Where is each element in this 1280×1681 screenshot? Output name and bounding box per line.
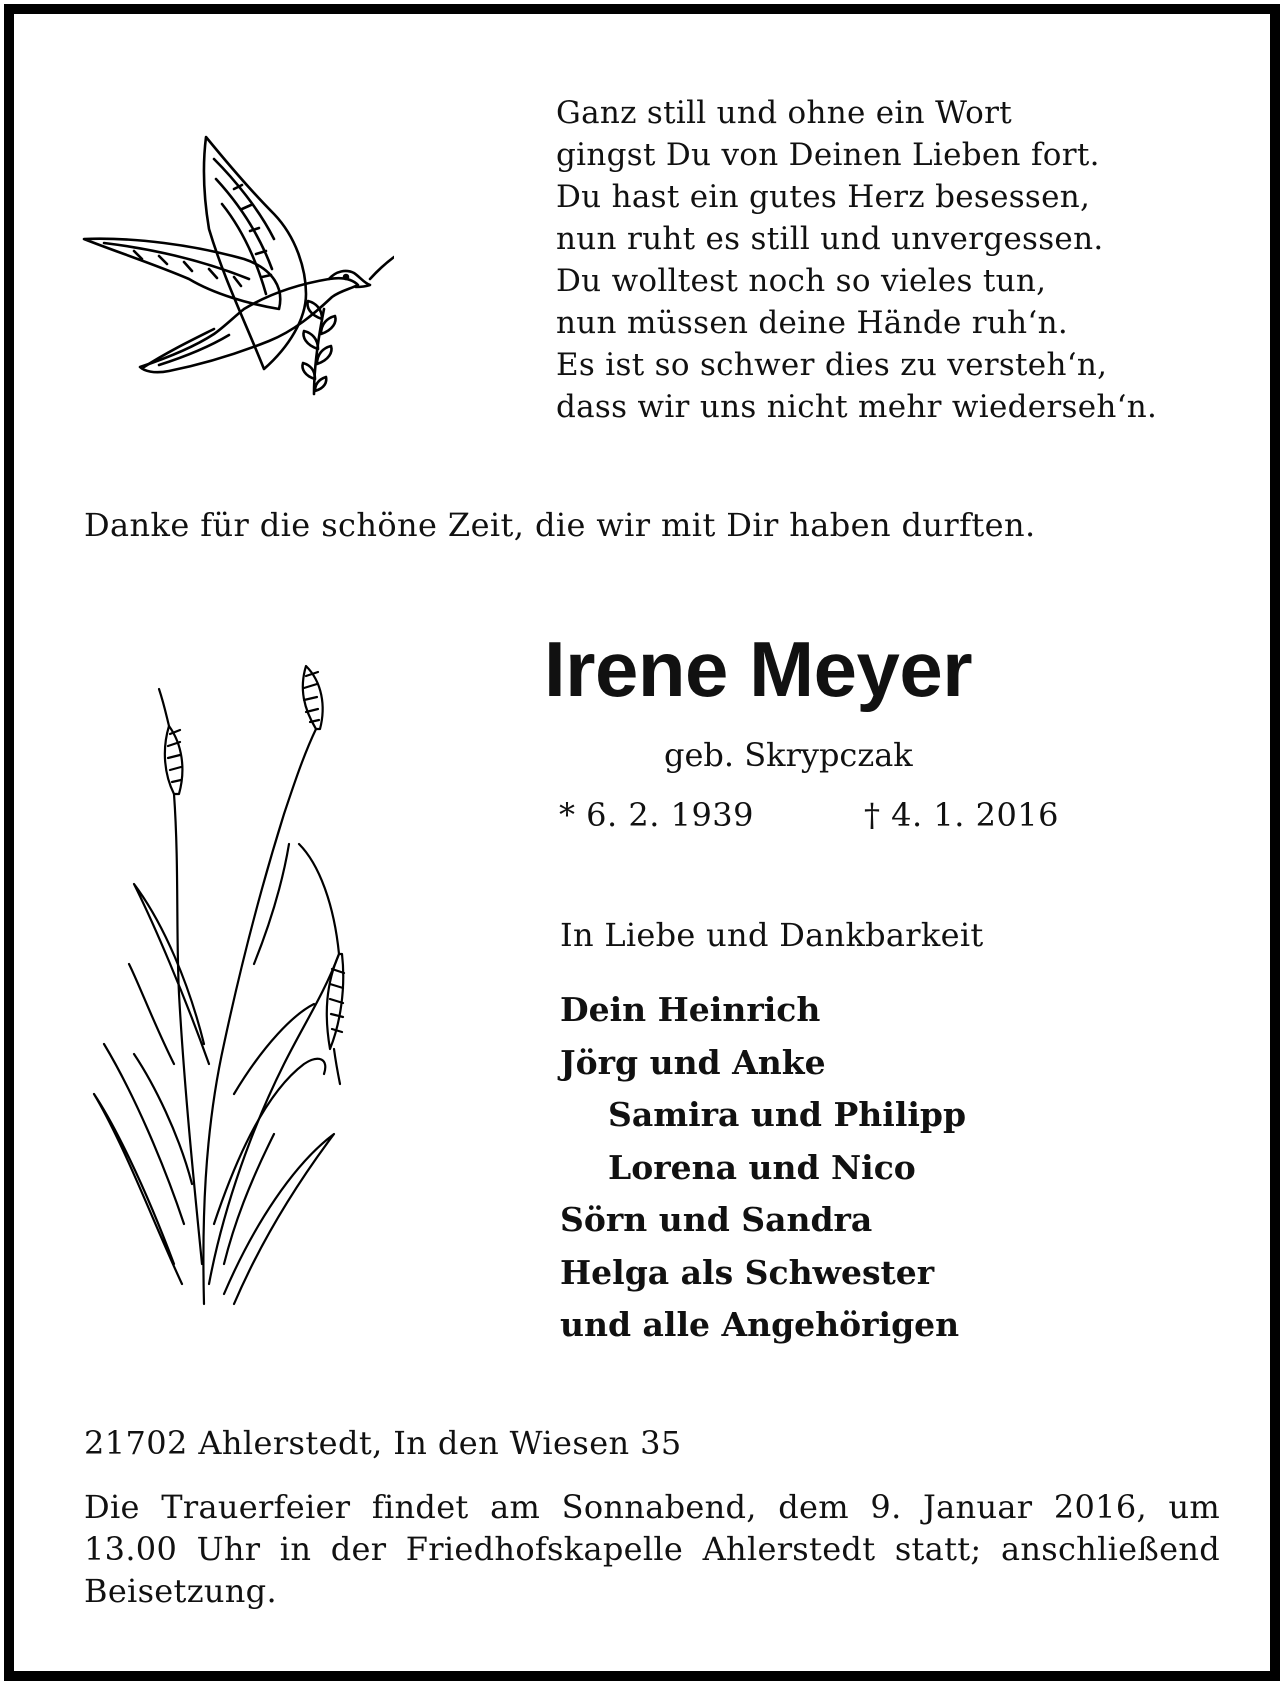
obituary-frame <box>4 4 1280 1681</box>
deceased-name: Irene Meyer <box>544 625 973 713</box>
poem-line: Es ist so schwer dies zu versteh‘n, <box>556 347 1108 383</box>
address: 21702 Ahlerstedt, In den Wiesen 35 <box>84 1424 682 1462</box>
mourner-line: Samira und Philipp <box>608 1095 967 1134</box>
mourner-line: und alle Angehörigen <box>560 1305 960 1344</box>
funeral-notice: Die Trauerfeier findet am Sonnabend, dem 9. Januar 2016, um 13.00 Uhr in der Friedhofskapelle Ahlerstedt statt; anschließend Beisetzung. <box>84 1488 1220 1610</box>
wheat-icon <box>84 664 414 1324</box>
poem-line: Du hast ein gutes Herz besessen, <box>556 179 1091 215</box>
thanks-line: Danke für die schöne Zeit, die wir mit Dir haben durften. <box>84 506 1036 544</box>
birth-date: * 6. 2. 1939 <box>559 796 755 834</box>
poem-line: nun ruht es still und unvergessen. <box>556 221 1104 257</box>
poem <box>556 92 1157 428</box>
poem-line: Ganz still und ohne ein Wort <box>556 95 1012 131</box>
mourners-list <box>560 984 966 1352</box>
mourner-line: Sörn und Sandra <box>560 1200 873 1239</box>
dove-icon <box>74 119 394 409</box>
poem-line: nun müssen deine Hände ruh‘n. <box>556 305 1069 341</box>
birth-name: geb. Skrypczak <box>664 736 913 774</box>
poem-line: Du wolltest noch so vieles tun, <box>556 263 1047 299</box>
mourner-line: Helga als Schwester <box>560 1252 935 1292</box>
mourners-intro: In Liebe und Dankbarkeit <box>560 916 984 954</box>
mourner-line: Jörg und Anke <box>560 1042 826 1082</box>
poem-line: gingst Du von Deinen Lieben fort. <box>556 137 1100 173</box>
mourner-line: Dein Heinrich <box>560 990 821 1029</box>
poem-line: dass wir uns nicht mehr wiederseh‘n. <box>556 389 1158 425</box>
mourner-line: Lorena und Nico <box>608 1147 916 1187</box>
death-date: † 4. 1. 2016 <box>864 796 1060 834</box>
